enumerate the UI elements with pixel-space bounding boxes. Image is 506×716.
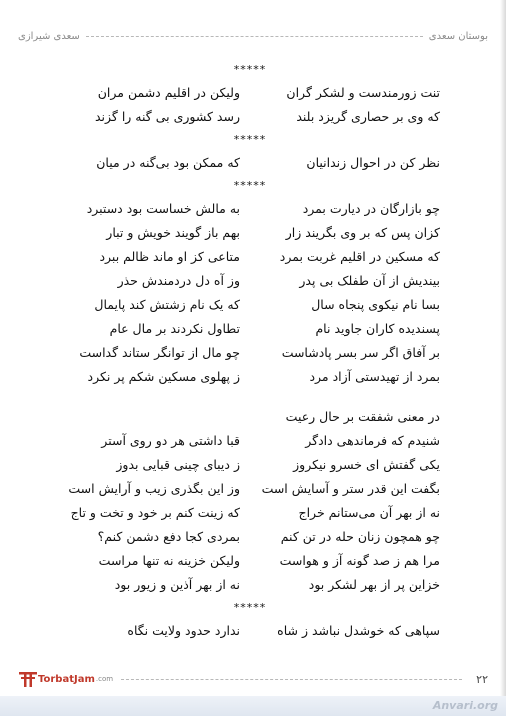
verse-row — [60, 548, 440, 572]
hemistich-second: به مالش خساست بود دستبرد — [86, 200, 240, 216]
hemistich-second: که یک نام زشتش کند پایمال — [94, 296, 240, 312]
book-title: بوستان سعدی — [428, 30, 488, 42]
hemistich-first: بیندیش از آن طفلک بی پدر — [299, 272, 440, 288]
hemistich-first: بسا نام نیکوی پنجاه سال — [311, 296, 440, 312]
poem-body — [60, 58, 440, 642]
stanza-gap — [60, 388, 440, 404]
hemistich-first: بگفت این قدر ستر و آسایش است — [261, 480, 440, 496]
hemistich-first: چو بازارگان در دیارت بمرد — [302, 200, 440, 216]
verse-row — [60, 104, 440, 128]
hemistich-second: ولیکن در اقلیم دشمن مران — [97, 84, 240, 100]
hemistich-first: نه از بهر آن می‌ستانم خراج — [298, 504, 440, 520]
running-header — [18, 26, 488, 46]
verse-row — [60, 244, 440, 268]
watermark-text: Anvari.org — [432, 699, 498, 712]
verse-row — [60, 452, 440, 476]
verse-row — [60, 150, 440, 174]
page-edge-shadow — [500, 0, 506, 716]
hemistich-second: تطاول نکردند بر مال عام — [109, 320, 240, 336]
stanza-separator: ***** — [233, 178, 267, 192]
verse-row — [60, 428, 440, 452]
hemistich-second: ز دیبای چینی قبایی بدوز — [116, 456, 240, 472]
hemistich-second: نه از بهر آذین و زیور بود — [114, 576, 240, 592]
verse-row — [60, 196, 440, 220]
hemistich-second: وز آه دل دردمندش حذر — [117, 272, 240, 288]
hemistich-second: بمردی کجا دفع دشمن کنم؟ — [97, 528, 240, 544]
torbatjam-logo[interactable] — [18, 670, 113, 688]
page-number: ۲۲ — [476, 672, 488, 686]
verse-row — [60, 500, 440, 524]
hemistich-second: بهم باز گویند خویش و تبار — [106, 224, 240, 240]
logo-brand-text: TorbatJam — [38, 673, 95, 685]
hemistich-first: یکی گفتش ای خسرو نیکروز — [293, 456, 440, 472]
verse-row — [60, 316, 440, 340]
hemistich-first: که مسکین در اقلیم غربت بمرد — [279, 248, 440, 264]
page-footer — [18, 668, 488, 690]
verse-row — [60, 340, 440, 364]
verse-row — [60, 572, 440, 596]
verse-row — [60, 618, 440, 642]
verse-row — [60, 268, 440, 292]
author-name: سعدی شیرازی — [18, 30, 80, 42]
hemistich-first: پسندیده کاران جاوید نام — [315, 320, 440, 336]
hemistich-second: که زینت کنم بر خود و تخت و تاج — [70, 504, 240, 520]
hemistich-first: سپاهی که خوشدل نباشد ز شاه — [277, 622, 440, 638]
hemistich-first: تنت زورمندست و لشکر گران — [286, 84, 440, 100]
section-heading — [60, 404, 440, 428]
verse-row — [60, 80, 440, 104]
hemistich-second: ز پهلوی مسکین شکم پر نکرد — [87, 368, 240, 384]
hemistich-first: شنیدم که فرماندهی دادگر — [305, 432, 440, 448]
stanza-separator: ***** — [233, 132, 267, 146]
logo-domain-text: .com — [95, 675, 114, 683]
hemistich-first: نظر کن در احوال زندانیان — [306, 154, 440, 170]
verse-row — [60, 476, 440, 500]
hemistich-second: وز این بگذری زیب و آرایش است — [68, 480, 240, 496]
hemistich-first: کزان پس که بر وی بگریند زار — [285, 224, 440, 240]
hemistich-first: بمرد از تهیدستی آزاد مرد — [309, 368, 440, 384]
verse-row — [60, 292, 440, 316]
hemistich-first: خزاین پر از بهر لشکر بود — [308, 576, 440, 592]
verse-row — [60, 364, 440, 388]
verse-row — [60, 220, 440, 244]
watermark-bar — [0, 696, 506, 716]
hemistich-second: که ممکن بود بی‌گنه در میان — [96, 154, 240, 170]
torbatjam-emblem-icon — [18, 670, 38, 688]
verse-row — [60, 524, 440, 548]
hemistich-first: چو همچون زنان حله در تن کنم — [280, 528, 440, 544]
hemistich-second: رسد کشوری بی گنه را گزند — [94, 108, 240, 124]
hemistich-first: که وی بر حصاری گریزد بلند — [296, 108, 440, 124]
hemistich-second: چو مال از توانگر ستاند گداست — [79, 344, 240, 360]
hemistich-second: ندارد حدود ولایت نگاه — [127, 622, 240, 638]
hemistich-first: مرا هم ز صد گونه آز و هواست — [279, 552, 440, 568]
hemistich-second: قبا داشتی هر دو روی آستر — [101, 432, 240, 448]
hemistich-first: بر آفاق اگر سر بسر پادشاست — [281, 344, 440, 360]
stanza-separator: ***** — [233, 62, 267, 76]
hemistich-second: ولیکن خزینه نه تنها مراست — [98, 552, 240, 568]
header-rule — [86, 36, 423, 37]
stanza-separator: ***** — [233, 600, 267, 614]
footer-rule — [121, 679, 462, 680]
hemistich-second: متاعی کز او ماند ظالم ببرد — [99, 248, 240, 264]
section-heading-text: در معنی شفقت بر حال رعیت — [285, 408, 440, 424]
